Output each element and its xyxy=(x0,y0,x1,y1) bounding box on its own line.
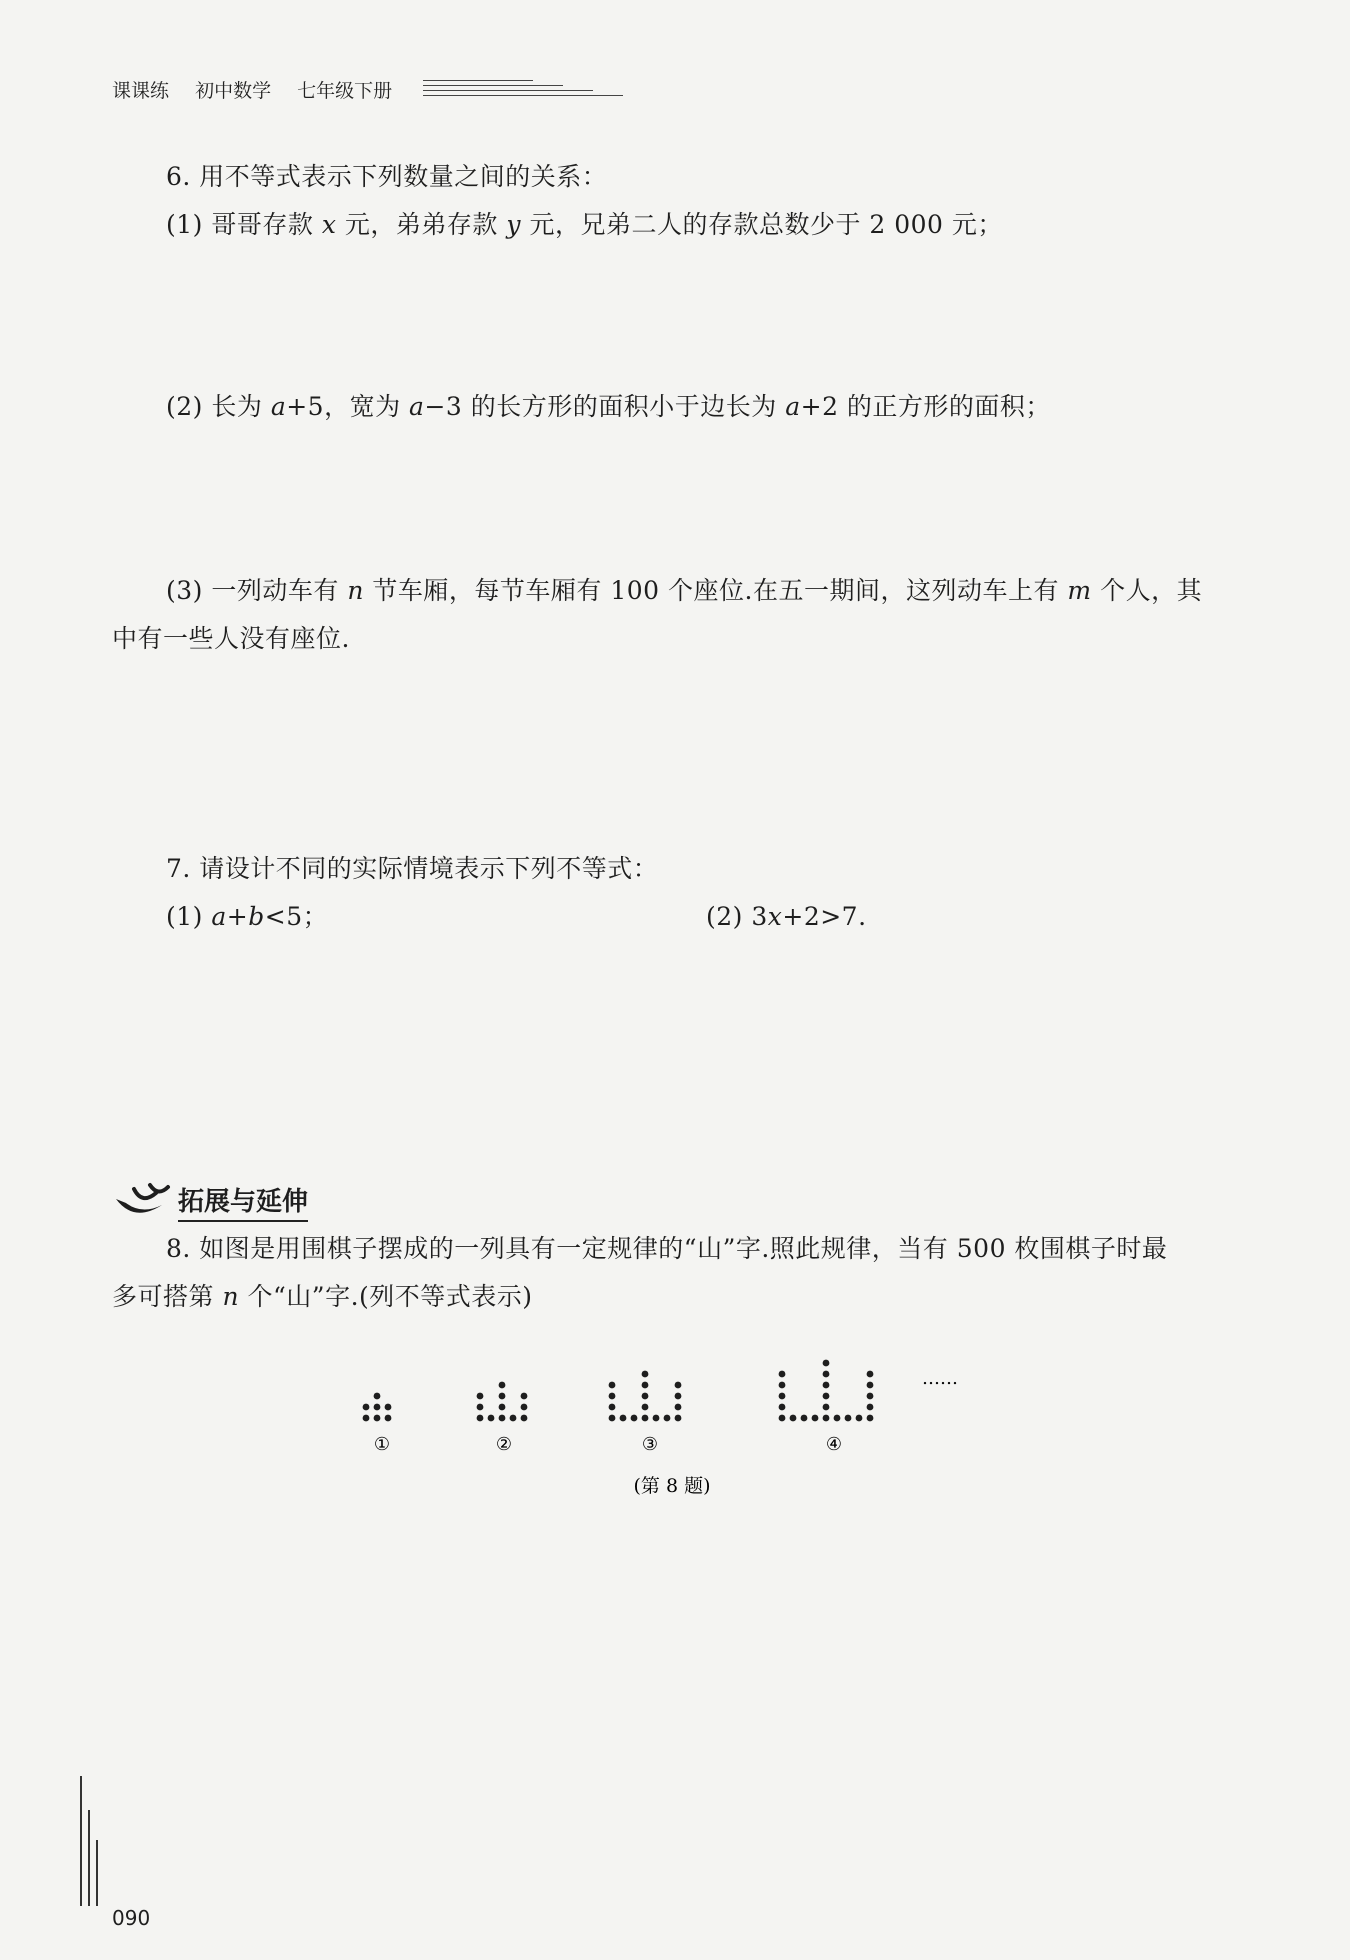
go-stone xyxy=(620,1415,627,1422)
book-series: 课课练 xyxy=(112,80,170,102)
go-stone xyxy=(609,1382,616,1389)
go-stone xyxy=(867,1415,874,1422)
go-stone xyxy=(499,1415,506,1422)
go-stone xyxy=(779,1404,786,1411)
go-stone xyxy=(642,1382,649,1389)
go-stone xyxy=(477,1404,484,1411)
figure-ellipsis: …… xyxy=(922,1368,958,1389)
go-stone xyxy=(867,1393,874,1400)
go-stone xyxy=(823,1382,830,1389)
q6-stem: 6. 用不等式表示下列数量之间的关系： xyxy=(166,162,608,191)
book-grade: 七年级下册 xyxy=(297,80,393,102)
go-stone xyxy=(521,1404,528,1411)
running-header xyxy=(112,76,412,103)
figure-label-1: ① xyxy=(373,1434,391,1455)
go-stone xyxy=(477,1415,484,1422)
q7-part2: (2) 3x+2>7. xyxy=(706,902,867,931)
q6-part1: (1) 哥哥存款 x 元，弟弟存款 y 元，兄弟二人的存款总数少于 2 000 元； xyxy=(166,210,1003,239)
go-stone xyxy=(834,1415,841,1422)
go-stone xyxy=(521,1393,528,1400)
q6-part2: (2) 长为 a+5，宽为 a−3 的长方形的面积小于边长为 a+2 的正方形的面积； xyxy=(166,392,1051,421)
go-stone xyxy=(675,1415,682,1422)
section-swoosh-icon xyxy=(112,1179,172,1223)
go-stone xyxy=(856,1415,863,1422)
go-stone xyxy=(642,1404,649,1411)
figure-label-2: ② xyxy=(495,1434,513,1455)
go-stone xyxy=(812,1415,819,1422)
go-stone xyxy=(823,1371,830,1378)
go-stone xyxy=(385,1404,392,1411)
go-stone xyxy=(823,1415,830,1422)
go-stone xyxy=(845,1415,852,1422)
go-stone xyxy=(867,1404,874,1411)
section-header xyxy=(112,1176,308,1226)
go-stone xyxy=(675,1404,682,1411)
go-stone xyxy=(609,1393,616,1400)
go-stone xyxy=(867,1371,874,1378)
figure-caption: (第 8 题) xyxy=(633,1475,711,1497)
q7-stem: 7. 请设计不同的实际情境表示下列不等式： xyxy=(166,854,659,883)
q8-figure xyxy=(300,1320,1060,1530)
go-stone xyxy=(779,1371,786,1378)
go-stone xyxy=(867,1382,874,1389)
q7-part1: (1) a+b<5； xyxy=(166,902,329,931)
q6-part3-line2: 中有一些人没有座位. xyxy=(112,624,350,653)
page-number: 090 xyxy=(112,1906,151,1930)
go-stone xyxy=(779,1393,786,1400)
go-stone xyxy=(779,1382,786,1389)
go-stone xyxy=(664,1415,671,1422)
go-stone xyxy=(609,1404,616,1411)
book-subject: 初中数学 xyxy=(195,80,272,102)
go-stone xyxy=(675,1382,682,1389)
q6-part3: (3) 一列动车有 n 节车厢，每节车厢有 100 个座位.在五一期间，这列动车上有 m 个人，其 xyxy=(166,576,1203,605)
go-stone xyxy=(609,1415,616,1422)
go-stone xyxy=(374,1415,381,1422)
header-rule-lines xyxy=(423,80,623,100)
go-stone xyxy=(521,1415,528,1422)
go-stone xyxy=(779,1415,786,1422)
figure-label-4: ④ xyxy=(825,1434,843,1455)
section-title: 拓展与延伸 xyxy=(178,1181,308,1222)
go-stone xyxy=(363,1415,370,1422)
go-stone-dots xyxy=(363,1360,874,1422)
go-stone xyxy=(823,1360,830,1367)
q8-line1: 8. 如图是用围棋子摆成的一列具有一定规律的“山”字.照此规律，当有 500 枚围棋子时最 xyxy=(166,1234,1168,1263)
go-stone xyxy=(801,1415,808,1422)
go-stone xyxy=(374,1393,381,1400)
go-stone xyxy=(363,1404,370,1411)
go-stone xyxy=(499,1393,506,1400)
go-stone xyxy=(823,1393,830,1400)
go-stone xyxy=(823,1404,830,1411)
figure-label-3: ③ xyxy=(641,1434,659,1455)
go-stone xyxy=(653,1415,660,1422)
go-stone xyxy=(510,1415,517,1422)
go-stone xyxy=(374,1404,381,1411)
shan-pattern-figure xyxy=(300,1320,1060,1530)
go-stone xyxy=(488,1415,495,1422)
go-stone xyxy=(477,1393,484,1400)
q8-line2: 多可搭第 n 个“山”字.(列不等式表示) xyxy=(112,1282,533,1311)
go-stone xyxy=(385,1415,392,1422)
go-stone xyxy=(675,1393,682,1400)
go-stone xyxy=(642,1371,649,1378)
go-stone xyxy=(631,1415,638,1422)
go-stone xyxy=(790,1415,797,1422)
go-stone xyxy=(642,1393,649,1400)
go-stone xyxy=(499,1404,506,1411)
go-stone xyxy=(499,1382,506,1389)
go-stone xyxy=(642,1415,649,1422)
